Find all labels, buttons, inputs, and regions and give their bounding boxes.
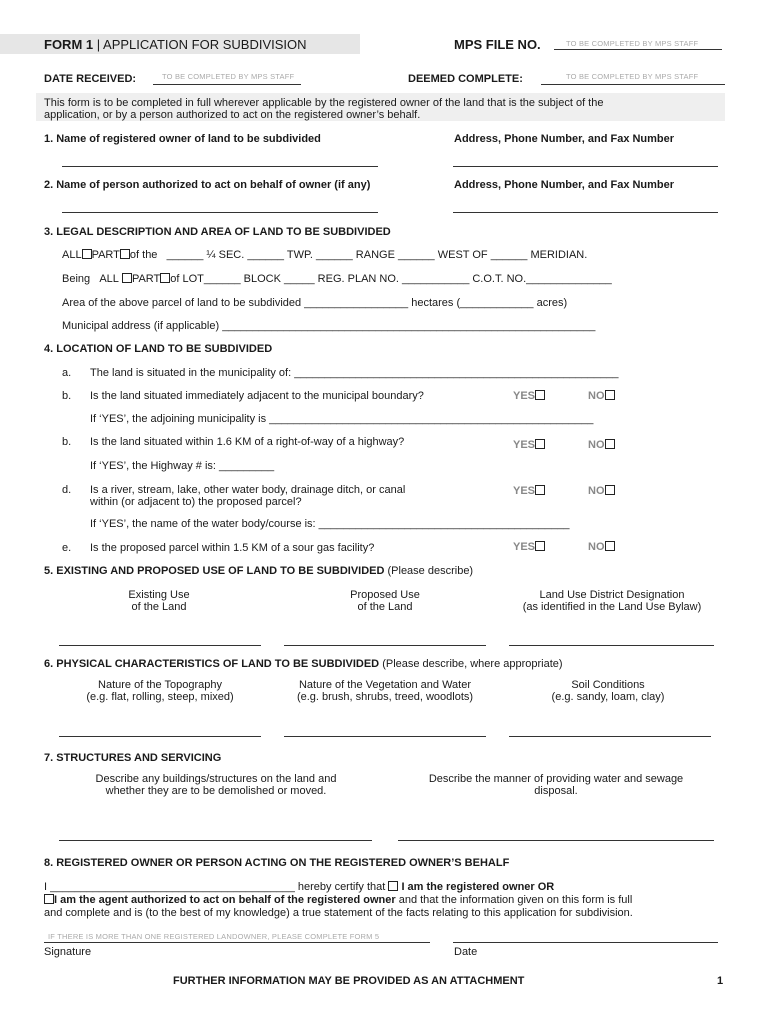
s4-b1-mark: b.	[62, 390, 72, 402]
form-title-text: APPLICATION FOR SUBDIVISION	[103, 37, 307, 52]
deemed-complete-label: DEEMED COMPLETE:	[408, 73, 523, 85]
mps-file-note: TO BE COMPLETED BY MPS STAFF	[566, 39, 699, 48]
s4-d-mark: d.	[62, 484, 72, 496]
s5-district-field[interactable]	[509, 645, 714, 646]
part-checkbox-2[interactable]	[160, 273, 170, 283]
yes-label: YES	[513, 485, 536, 497]
b1-no-checkbox[interactable]	[605, 390, 615, 400]
s4-b1-if: If ‘YES’, the adjoining municipality is _____________________________________________________	[90, 413, 594, 425]
s4-b1-yes	[513, 390, 545, 402]
yes-label: YES	[513, 439, 536, 451]
agent-checkbox[interactable]	[44, 894, 54, 904]
intro-line-1: This form is to be completed in full wherever applicable by the registered owner of the land that is the subject of the	[44, 97, 604, 109]
d-no-checkbox[interactable]	[605, 485, 615, 495]
s7-col-2-l1: Describe the manner of providing water and sewage	[428, 773, 684, 785]
e-yes-checkbox[interactable]	[535, 541, 545, 551]
no-label: NO	[588, 485, 605, 497]
no-label: NO	[588, 541, 605, 553]
s5-proposed-field[interactable]	[284, 645, 486, 646]
no-label: NO	[588, 390, 605, 402]
s4-d-line-2: within (or adjacent to) the proposed parcel?	[90, 496, 302, 508]
s6-title: 6. PHYSICAL CHARACTERISTICS OF LAND TO BE SUBDIVIDED	[44, 658, 380, 670]
s1-label: 1. Name of registered owner of land to be subdivided	[44, 133, 321, 145]
part-checkbox[interactable]	[120, 249, 130, 259]
all-checkbox[interactable]	[82, 249, 92, 259]
s5-note: (Please describe)	[387, 565, 474, 577]
date-received-field[interactable]	[153, 84, 301, 85]
s4-a-text: The land is situated in the municipality of: _____________________________________________________	[90, 367, 619, 379]
s6-heading	[44, 658, 563, 670]
s4-e-no	[588, 541, 615, 553]
s4-d-yes	[513, 485, 545, 497]
yes-label: YES	[513, 390, 536, 402]
s6-topography-field[interactable]	[59, 736, 261, 737]
b2-no-checkbox[interactable]	[605, 439, 615, 449]
mps-file-field[interactable]	[554, 49, 722, 50]
s4-e-yes	[513, 541, 545, 553]
e-no-checkbox[interactable]	[605, 541, 615, 551]
s5-heading	[44, 565, 473, 577]
all-checkbox-2[interactable]	[122, 273, 132, 283]
s4-e-text: Is the proposed parcel within 1.5 KM of a sour gas facility?	[90, 542, 375, 554]
registered-owner-checkbox[interactable]	[388, 881, 398, 891]
s2-address-label: Address, Phone Number, and Fax Number	[454, 179, 675, 191]
s3-municipal-address: Municipal address (if applicable) _____________________________________________________________	[62, 320, 596, 332]
signature-label: Signature	[44, 946, 92, 958]
s2-agent-field[interactable]	[62, 212, 378, 213]
s5-col-3-l1: Land Use District Designation	[539, 589, 685, 601]
part-label: PART	[91, 249, 120, 261]
s5-col-1-l1: Existing Use	[128, 589, 190, 601]
registered-owner-label: I am the registered owner OR	[401, 881, 555, 893]
s5-col-1-l2: of the Land	[131, 601, 187, 613]
page-number: 1	[717, 975, 724, 987]
b2-yes-checkbox[interactable]	[535, 439, 545, 449]
certify-text: I ________________________________________ hereby certify that	[44, 881, 386, 893]
deemed-complete-field[interactable]	[541, 84, 725, 85]
s6-col-1	[59, 679, 261, 703]
s5-col-2	[284, 589, 486, 613]
title-separator: |	[96, 37, 101, 52]
s4-d-if: If ‘YES’, the name of the water body/course is: _________________________________________	[90, 518, 570, 530]
s4-b1-no	[588, 390, 615, 402]
s7-col-1-l1: Describe any buildings/structures on the land and	[95, 773, 337, 785]
s5-col-1	[59, 589, 259, 613]
s4-b2-text: Is the land situated within 1.6 KM of a right-of-way of a highway?	[90, 436, 405, 448]
date-field[interactable]	[453, 942, 718, 943]
s7-col-1	[66, 773, 366, 797]
s8-line-2	[44, 894, 632, 906]
s4-b1-text: Is the land situated immediately adjacent to the municipal boundary?	[90, 390, 424, 402]
s4-b2-no	[588, 439, 615, 451]
of-the-label: of the	[129, 249, 158, 261]
intro-line-2: application, or by a person authorized to act on the registered owner’s behalf.	[44, 109, 421, 121]
date-received-note: TO BE COMPLETED BY MPS STAFF	[162, 72, 295, 81]
all-label: ALL	[62, 249, 82, 261]
s4-d-no	[588, 485, 615, 497]
s4-d-line-1: Is a river, stream, lake, other water body, drainage ditch, or canal	[90, 484, 406, 496]
s4-b2-if: If ‘YES’, the Highway # is: _________	[90, 460, 275, 472]
date-received-label: DATE RECEIVED:	[44, 73, 137, 85]
s6-col-2-l2: (e.g. brush, shrubs, treed, woodlots)	[296, 691, 474, 703]
s6-soil-field[interactable]	[509, 736, 711, 737]
s7-col-2-l2: disposal.	[534, 785, 578, 797]
s3-row-1	[62, 249, 587, 261]
b1-yes-checkbox[interactable]	[535, 390, 545, 400]
s6-col-1-l2: (e.g. flat, rolling, steep, mixed)	[86, 691, 234, 703]
s1-owner-field[interactable]	[62, 166, 378, 167]
lot-block-plan: of LOT______ BLOCK _____ REG. PLAN NO. ___________ C.O.T. NO.______________	[170, 273, 612, 285]
s6-col-3-l2: (e.g. sandy, loam, clay)	[551, 691, 665, 703]
s5-existing-field[interactable]	[59, 645, 261, 646]
s6-vegetation-field[interactable]	[284, 736, 486, 737]
all-label-2: ALL	[99, 273, 119, 285]
s5-title: 5. EXISTING AND PROPOSED USE OF LAND TO BE SUBDIVIDED	[44, 565, 385, 577]
form-title	[44, 37, 307, 52]
deemed-complete-note: TO BE COMPLETED BY MPS STAFF	[566, 72, 699, 81]
footer-note: FURTHER INFORMATION MAY BE PROVIDED AS AN ATTACHMENT	[173, 975, 525, 987]
agent-label: I am the agent authorized to act on behalf of the registered owner	[54, 894, 396, 906]
s3-area: Area of the above parcel of land to be subdivided _________________ hectares (____________ acres)	[62, 297, 568, 309]
s5-col-2-l1: Proposed Use	[350, 589, 420, 601]
s1-address-label: Address, Phone Number, and Fax Number	[454, 133, 675, 145]
s4-b2-yes	[513, 439, 545, 451]
s4-title: 4. LOCATION OF LAND TO BE SUBDIVIDED	[44, 343, 273, 355]
s4-e-mark: e.	[62, 542, 72, 554]
s7-buildings-field[interactable]	[59, 840, 372, 841]
s5-col-3-l2: (as identified in the Land Use Bylaw)	[522, 601, 702, 613]
s3-title: 3. LEGAL DESCRIPTION AND AREA OF LAND TO BE SUBDIVIDED	[44, 226, 391, 238]
s8-line-3: and complete and is (to the best of my knowledge) a true statement of the facts relating to this application for subdivision.	[44, 907, 633, 919]
d-yes-checkbox[interactable]	[535, 485, 545, 495]
s4-b2-mark: b.	[62, 436, 72, 448]
s6-col-1-l1: Nature of the Topography	[98, 679, 222, 691]
s2-label: 2. Name of person authorized to act on behalf of owner (if any)	[44, 179, 371, 191]
part-label-2: PART	[131, 273, 161, 285]
s6-col-3-l1: Soil Conditions	[571, 679, 645, 691]
multi-landowner-note: IF THERE IS MORE THAN ONE REGISTERED LANDOWNER, PLEASE COMPLETE FORM 5	[48, 932, 380, 941]
no-label: NO	[588, 439, 605, 451]
s7-water-sewage-field[interactable]	[398, 840, 714, 841]
full-info-text: and that the information given on this form is full	[395, 894, 633, 906]
sec-twp-range-meridian: ______ ¼ SEC. ______ TWP. ______ RANGE ______ WEST OF ______ MERIDIAN.	[166, 249, 588, 261]
s5-col-2-l2: of the Land	[357, 601, 413, 613]
s8-title: 8. REGISTERED OWNER OR PERSON ACTING ON THE REGISTERED OWNER’S BEHALF	[44, 857, 510, 869]
date-label: Date	[454, 946, 478, 958]
s4-a-mark: a.	[62, 367, 72, 379]
s6-col-2-l1: Nature of the Vegetation and Water	[298, 679, 472, 691]
yes-label: YES	[513, 541, 536, 553]
signature-field[interactable]	[44, 942, 430, 943]
form-label: FORM 1	[44, 37, 94, 52]
s3-row-2	[62, 273, 612, 285]
s6-col-3	[503, 679, 713, 703]
s7-col-1-l2: whether they are to be demolished or moved.	[105, 785, 327, 797]
s7-title: 7. STRUCTURES AND SERVICING	[44, 752, 222, 764]
s6-col-2	[280, 679, 490, 703]
s6-note: (Please describe, where appropriate)	[382, 658, 563, 670]
being-label: Being	[62, 273, 91, 285]
s5-col-3	[503, 589, 721, 613]
s8-line-1	[44, 881, 554, 893]
mps-file-label: MPS FILE NO.	[454, 37, 541, 52]
s2-address-field[interactable]	[453, 212, 718, 213]
s7-col-2	[398, 773, 714, 797]
s1-address-field[interactable]	[453, 166, 718, 167]
